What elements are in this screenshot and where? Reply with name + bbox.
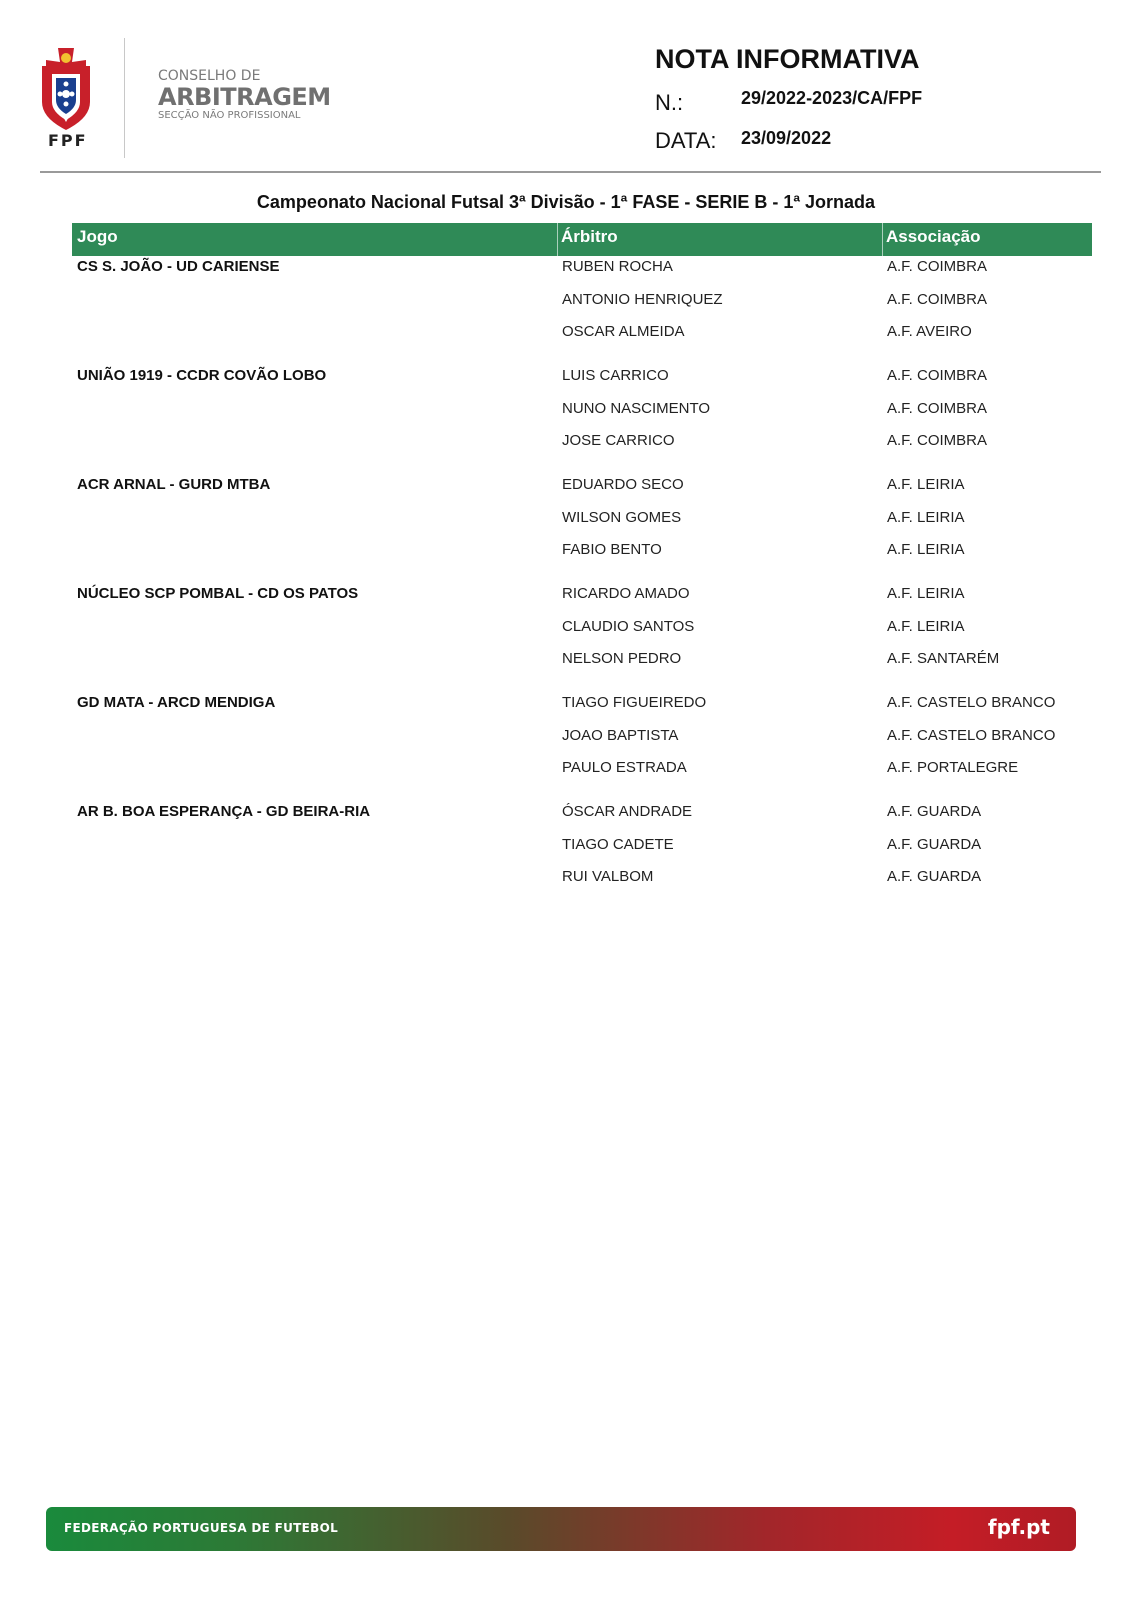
game-cell: CS S. JOÃO - UD CARIENSE xyxy=(77,258,280,275)
column-separator xyxy=(557,223,558,256)
game-cell: AR B. BOA ESPERANÇA - GD BEIRA-RIA xyxy=(77,803,371,820)
game-cell: ACR ARNAL - GURD MTBA xyxy=(77,476,271,493)
referee-name-cell: PAULO ESTRADA xyxy=(562,759,687,776)
association-cell: A.F. COIMBRA xyxy=(887,290,988,308)
referee-name-cell: ANTONIO HENRIQUEZ xyxy=(562,290,723,308)
association-cell: A.F. SANTARÉM xyxy=(887,650,1000,667)
association-cell: A.F. PORTALEGRE xyxy=(887,759,1019,776)
council-line-2: ARBITRAGEM xyxy=(158,83,331,111)
association-cell: A.F. GUARDA xyxy=(887,803,982,820)
association-cell: A.F. LEIRIA xyxy=(887,617,965,635)
council-line-3: SECÇÃO NÃO PROFISSIONAL xyxy=(158,110,301,121)
game-cell: NÚCLEO SCP POMBAL - CD OS PATOS xyxy=(77,585,359,602)
table-title: Campeonato Nacional Futsal 3ª Divisão - 1ª FASE - SERIE B - 1ª Jornada xyxy=(256,192,876,212)
referee-name-cell: EDUARDO SECO xyxy=(562,476,684,493)
note-title: NOTA INFORMATIVA xyxy=(655,44,920,74)
council-line-1: CONSELHO DE xyxy=(158,68,261,84)
association-cell: A.F. LEIRIA xyxy=(887,508,965,526)
game-cell: UNIÃO 1919 - CCDR COVÃO LOBO xyxy=(77,367,327,384)
referee-name-cell: RUI VALBOM xyxy=(562,868,654,885)
column-header-association: Associação xyxy=(886,227,981,246)
council-logo xyxy=(158,68,331,122)
association-cell: A.F. GUARDA xyxy=(887,868,982,885)
referee-name-cell: TIAGO CADETE xyxy=(562,835,674,853)
referee-name-cell: NELSON PEDRO xyxy=(562,650,682,667)
association-cell: A.F. AVEIRO xyxy=(887,323,972,340)
fpf-crest-icon xyxy=(36,44,96,144)
referee-name-cell: RICARDO AMADO xyxy=(562,585,690,602)
association-cell: A.F. COIMBRA xyxy=(887,432,988,449)
association-cell: A.F. COIMBRA xyxy=(887,367,988,384)
referee-name-cell: ÓSCAR ANDRADE xyxy=(562,803,693,820)
referee-name-cell: JOSE CARRICO xyxy=(562,432,675,449)
association-cell: A.F. LEIRIA xyxy=(887,585,965,602)
game-cell: GD MATA - ARCD MENDIGA xyxy=(77,694,276,711)
association-cell: A.F. LEIRIA xyxy=(887,541,965,558)
note-number-value: 29/2022-2023/CA/FPF xyxy=(741,88,923,108)
footer-federation-name: FEDERAÇÃO PORTUGUESA DE FUTEBOL xyxy=(64,1521,339,1535)
column-separator xyxy=(882,223,883,256)
fpf-logo-text: FPF xyxy=(48,131,88,150)
footer-banner xyxy=(46,1507,1076,1551)
referee-name-cell: FABIO BENTO xyxy=(562,541,662,558)
note-number-label: N.: xyxy=(655,90,684,115)
referee-name-cell: RUBEN ROCHA xyxy=(562,258,673,275)
referee-name-cell: WILSON GOMES xyxy=(562,508,682,526)
header-divider xyxy=(124,38,125,158)
footer-website: fpf.pt xyxy=(987,1515,1050,1539)
association-cell: A.F. LEIRIA xyxy=(887,476,965,493)
column-header-referee: Árbitro xyxy=(561,227,618,246)
association-cell: A.F. CASTELO BRANCO xyxy=(887,726,1056,744)
referee-name-cell: NUNO NASCIMENTO xyxy=(562,399,711,417)
referee-name-cell: JOAO BAPTISTA xyxy=(562,726,679,744)
document-header xyxy=(0,0,1132,175)
note-date-label: DATA: xyxy=(655,128,717,153)
header-rule xyxy=(40,171,1101,173)
association-cell: A.F. GUARDA xyxy=(887,835,982,853)
column-header-game: Jogo xyxy=(77,227,118,246)
referee-name-cell: TIAGO FIGUEIREDO xyxy=(562,694,707,711)
note-date-value: 23/09/2022 xyxy=(741,128,832,148)
referee-name-cell: CLAUDIO SANTOS xyxy=(562,617,695,635)
table-header xyxy=(72,223,1092,256)
association-cell: A.F. COIMBRA xyxy=(887,258,988,275)
association-cell: A.F. CASTELO BRANCO xyxy=(887,694,1056,711)
referee-name-cell: OSCAR ALMEIDA xyxy=(562,323,685,340)
referee-name-cell: LUIS CARRICO xyxy=(562,367,669,384)
association-cell: A.F. COIMBRA xyxy=(887,399,988,417)
